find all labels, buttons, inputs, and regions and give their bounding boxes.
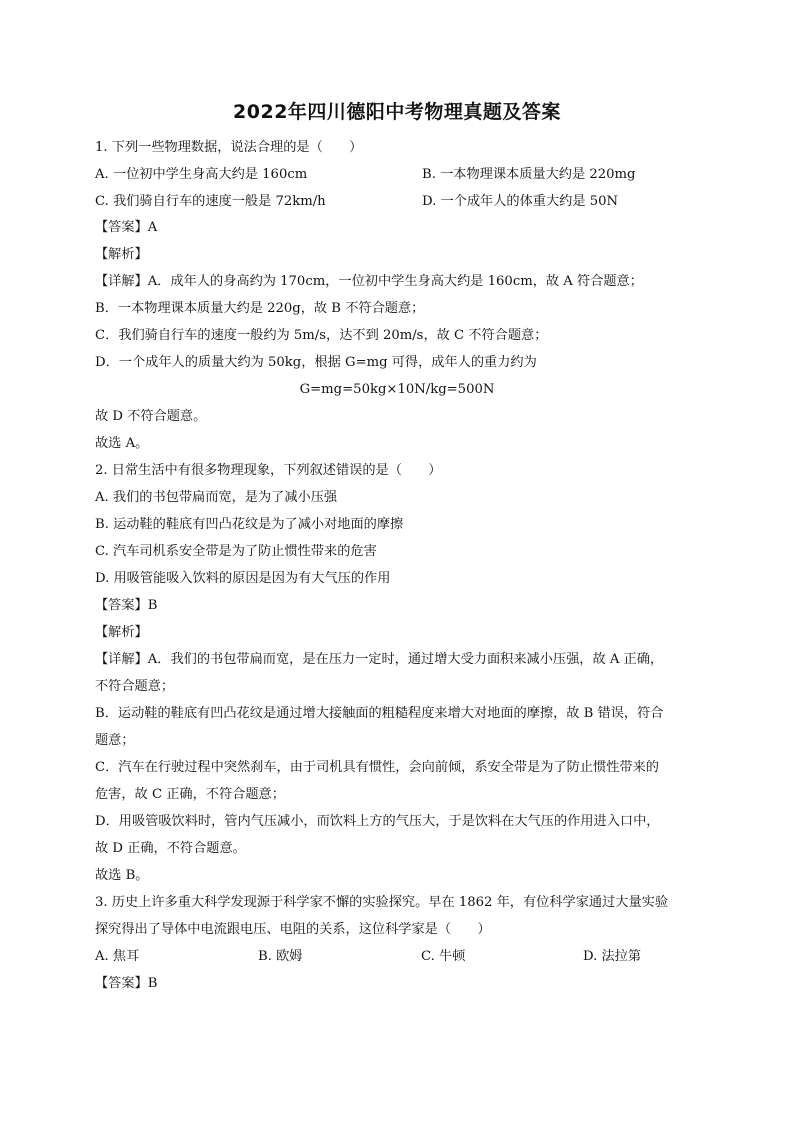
question-2-detail-line: D．用吸管吸饮料时，管内气压减小，而饮料上方的气压大，于是饮料在大气压的作用进入口中， [95,814,660,829]
question-2-stem: 2. 日常生活中有很多物理现象，下列叙述错误的是（ ） [95,463,442,478]
question-1-detail-line: B．一本物理课本质量大约是 220g，故 B 不符合题意； [95,301,425,316]
question-1-choice: 故选 A。 [95,436,149,451]
page-title: 2022年四川德阳中考物理真题及答案 [233,101,561,123]
question-1-option-d: D. 一个成年人的体重大约是 50N [422,194,619,209]
question-1-option-c: C. 我们骑自行车的速度一般是 72km/h [95,194,326,209]
question-2-detail-line: 故 D 正确，不符合题意。 [95,841,246,856]
question-2-answer: 【答案】B [95,598,158,613]
question-2-detail-line: C．汽车在行驶过程中突然刹车，由于司机具有惯性，会向前倾，系安全带是为了防止惯性带来的 [95,760,659,775]
question-2-option-d: D. 用吸管能吸入饮料的原因是因为有大气压的作用 [95,571,391,586]
question-2-detail-line: 危害，故 C 正确，不符合题意； [95,787,285,802]
question-3-stem-line: 3. 历史上许多重大科学发现源于科学家不懈的实验探究。早在 1862 年，有位科学家通过大量实验 [95,895,669,910]
question-2-option-b: B. 运动鞋的鞋底有凹凸花纹是为了减小对地面的摩擦 [95,517,404,532]
question-3-answer: 【答案】B [95,976,158,991]
question-2-choice: 故选 B。 [95,868,149,883]
question-2-option-a: A. 我们的书包带扁而宽，是为了减小压强 [95,490,338,505]
question-2-analysis-label: 【解析】 [95,625,148,640]
question-1-analysis-label: 【解析】 [95,247,148,262]
question-3-option-a: A. 焦耳 [95,949,140,964]
question-1-detail-line: 【详解】A．成年人的身高约为 170cm，一位初中学生身高大约是 160cm，故 A 符合题意； [95,274,643,289]
question-1-answer: 【答案】A [95,220,158,235]
question-2-detail-line: B．运动鞋的鞋底有凹凸花纹是通过增大接触面的粗糙程度来增大对地面的摩擦，故 B 错误，符合 [95,706,664,721]
question-1-detail-line: C．我们骑自行车的速度一般约为 5m/s，达不到 20m/s，故 C 不符合题意； [95,328,548,343]
question-1-formula: G=mg=50kg×10N/kg=500N [299,382,495,397]
question-1-detail-line: D．一个成年人的质量大约为 50kg，根据 G=mg 可得，成年人的重力约为 [95,355,537,370]
question-2-option-c: C. 汽车司机系安全带是为了防止惯性带来的危害 [95,544,377,559]
question-1-option-a: A. 一位初中学生身高大约是 160cm [95,167,308,182]
question-3-stem-line: 探究得出了导体中电流跟电压、电阻的关系，这位科学家是（ ） [95,922,491,937]
question-1-option-b: B. 一本物理课本质量大约是 220mg [422,167,636,182]
question-1-conclusion: 故 D 不符合题意。 [95,409,207,424]
question-2-detail-line: 【详解】A．我们的书包带扁而宽，是在压力一定时，通过增大受力面积来减小压强，故 A 正确， [95,652,664,667]
question-2-detail-line: 不符合题意； [95,679,175,694]
question-3-option-d: D. 法拉第 [583,949,642,964]
question-2-detail-line: 题意； [95,733,135,748]
question-1-stem: 1. 下列一些物理数据，说法合理的是（ ） [95,140,363,155]
question-3-option-c: C. 牛顿 [421,949,466,964]
question-3-option-b: B. 欧姆 [258,949,303,964]
